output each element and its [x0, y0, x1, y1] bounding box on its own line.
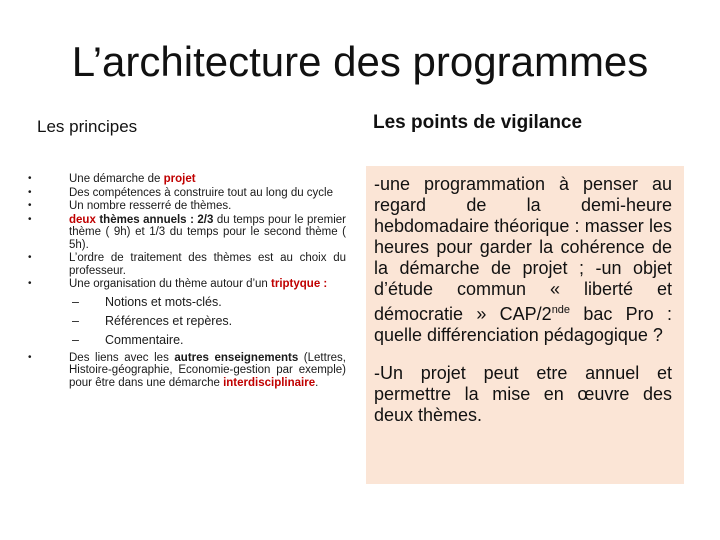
superscript: nde — [551, 304, 571, 316]
highlight-text: triptyque : — [271, 278, 328, 290]
vigilance-box — [366, 166, 684, 484]
paragraph-text: -une programmation à penser au regard de la demi-heure hebdomadaire théorique : masser les heures pour garder la cohérence de la démarche de projet ; -un objet d’étude commun « liberté et démocratie » CAP/2 — [374, 174, 672, 324]
page-title: L’architecture des programmes — [71, 38, 649, 85]
highlight-text: projet — [163, 173, 196, 185]
sub-list-item: – Références et repères. — [72, 312, 346, 331]
sub-list-item: – Commentaire. — [72, 331, 346, 350]
highlight-text: deux — [69, 213, 96, 226]
vigilance-heading: Les points de vigilance — [373, 112, 583, 133]
list-item — [28, 200, 346, 213]
item-text: Une démarche de — [69, 173, 164, 185]
bold-text: autres enseignements — [174, 351, 299, 364]
list-item — [28, 278, 346, 350]
item-text: Une organisation du thème autour d’un — [69, 278, 272, 290]
item-text: Un nombre resserré de thèmes. — [69, 200, 232, 212]
list-item — [28, 187, 346, 200]
item-text: Des compétences à construire tout au long du cycle — [69, 186, 334, 199]
list-item — [28, 173, 346, 186]
principles-heading: Les principes — [37, 117, 138, 136]
vigilance-paragraph: -Un projet peut etre annuel et permettre la mise en œuvre des deux thèmes. — [374, 363, 672, 425]
vigilance-paragraph — [374, 174, 672, 346]
item-text: L’ordre de traitement des thèmes est au choix du professeur. — [69, 252, 346, 277]
paragraph-text: bac Pro : quelle différenciation pédagogique ? — [374, 304, 672, 345]
item-text: . — [315, 376, 319, 389]
list-item — [28, 214, 346, 252]
bold-text: thèmes annuels : 2/3 — [95, 213, 214, 226]
highlight-text: interdisciplinaire — [223, 376, 316, 389]
item-text: Des liens avec les — [69, 351, 175, 364]
item-text: du temps pour le premier thème ( 9h) et 1/3 du temps pour le second thème ( 5h). — [69, 213, 346, 251]
list-item — [28, 252, 346, 277]
list-item — [28, 352, 346, 390]
sub-list-item: – Notions et mots-clés. — [72, 293, 346, 312]
item-text: (Lettres, Histoire-géographie, Economie-gestion par exemple) pour être dans une démarche — [69, 351, 346, 389]
triptyque-sublist — [69, 293, 346, 350]
principles-list — [28, 173, 346, 390]
